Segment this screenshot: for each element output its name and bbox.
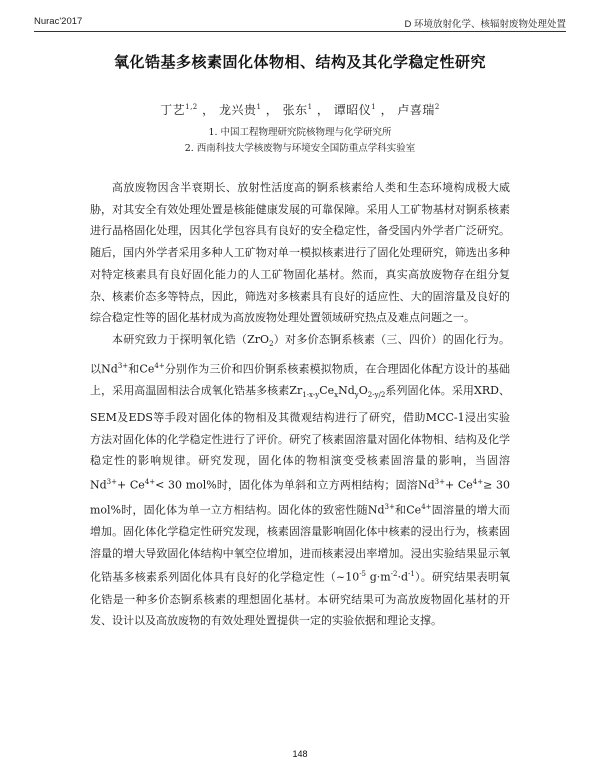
abstract-body — [90, 177, 510, 632]
affiliation: 1. 中国工程物理研究院核物理与化学研究所 — [208, 127, 392, 138]
affiliation: 2. 西南科技大学核废物与环境安全国防重点学科实验室 — [184, 143, 416, 154]
text-run: ）对多价态锕系核素（三、四价）的固化行为。以Nd — [90, 332, 511, 376]
affiliation-list — [0, 125, 600, 157]
subscript: 2-y/2 — [367, 391, 386, 400]
paragraph-2 — [90, 329, 510, 632]
text-run: ·d — [397, 570, 409, 584]
text-run: O — [358, 384, 368, 398]
author-separator: ， — [316, 103, 330, 117]
text-run: ≥ 30 mol%时，固化体为单一立方相结构。固化体的致密性随Nd — [90, 478, 510, 517]
paper-title: 氧化锆基多核素固化体物相、结构及其化学稳定性研究 — [113, 53, 486, 71]
paragraph-1: 高放废物因含半衰期长、放射性活度高的锕系核素给人类和生态环境构成极大威胁，对其安全有效处理处置是核能健康发展的可靠保障。采用人工矿物基材对锕系核素进行晶格固化处理，因其化学包容具有良好的安全稳定性，备受国内外学者广泛研究。随后，国内外学者采用多种人工矿物对单一模拟核素进行了固化处理研究，筛选出多种对特定核素具有良好固化能力的人工矿物固化基材。然而，真实高放废物存在组分复杂、核素价态多等特点，因此，筛选对多核素具有良好的适应性、大的固溶量及良好的综合稳定性等的固化基材成为高放废物处理处置领域研究热点及难点问题之一。 — [90, 181, 510, 325]
text-run: 系列固化体。采用XRD、SEM及EDS等手段对固化体的物相及其微观结构进行了研究，借助MCC-1浸出实验方法对固化体的化学稳定性进行了评价。研究了核素固溶量对固化体物相、结构及化学稳定性的影响规律。研究发现，固化体的物相演变受核素固溶量的影响，当固溶Nd — [90, 384, 511, 492]
author-name: 龙兴贵 — [218, 103, 257, 117]
superscript: 4+ — [421, 502, 432, 511]
text-run: Nd — [338, 384, 355, 398]
author-separator: ， — [380, 103, 394, 117]
page-number: 148 — [292, 749, 308, 759]
author-list — [0, 101, 600, 118]
author-name: 谭昭仪 — [333, 103, 372, 117]
section-name: D 环境放射化学、核辐射废物处理处置 — [404, 19, 566, 30]
text-run: 固溶量的增大而增加。固化体化学稳定性研究发现，核素固溶量影响固化体中核素的浸出行为，核素固溶量的增大导致固化体结构中氧空位增加，进而核素浸出率增加。浸出实验结果显示氧化锆基多核素系列固化体具有良好的化学稳定性（~10 — [90, 503, 510, 584]
text-run: 本研究致力于探明氧化锆（ZrO — [112, 332, 270, 346]
text-run: g·m — [366, 570, 391, 584]
author-name: 丁艺 — [160, 103, 186, 117]
author-name: 张东 — [282, 103, 308, 117]
author-name: 卢喜瑞 — [397, 103, 435, 117]
author-affiliation-marker: 1 — [371, 103, 377, 111]
running-header — [34, 16, 566, 30]
superscript: 3+ — [434, 478, 445, 487]
subscript: y — [354, 391, 359, 400]
author-affiliation-marker: 1 — [256, 103, 262, 111]
conference-name: Nurac'2017 — [34, 16, 83, 27]
superscript: 4+ — [144, 478, 156, 487]
author-affiliation-marker: 1,2 — [185, 103, 198, 111]
superscript: -1 — [408, 570, 415, 579]
superscript: 4+ — [154, 361, 165, 370]
superscript: -5 — [359, 570, 367, 579]
author-separator: ， — [265, 103, 279, 117]
subscript: 1-x-y — [302, 391, 320, 400]
subscript: 2 — [269, 340, 274, 349]
text-run: + Ce — [444, 478, 473, 492]
text-run: < 30 mol%时，固化体为单斜和立方两相结构；固溶Nd — [155, 478, 435, 492]
text-run: 分别作为三价和四价锕系核素模拟物质，在合理固化体配方设计的基础上，采用高温固相法合成氧化锆基多核素Zr — [90, 362, 511, 398]
text-run: 和Ce — [128, 362, 155, 376]
superscript: 3+ — [384, 502, 395, 511]
author-affiliation-marker: 1 — [307, 103, 313, 111]
header-divider — [34, 31, 566, 32]
text-run: + Ce — [117, 478, 145, 492]
superscript: 3+ — [117, 361, 129, 370]
superscript: 3+ — [106, 478, 117, 487]
text-run: ）。研究结果表明氧化锆是一种多价态锕系核素的理想固化基材。本研究结果可为高放废物固化基材的开发、设计以及高放废物的有效处理处置提供一定的实验依据和理论支撑。 — [90, 570, 511, 628]
author-affiliation-marker: 2 — [434, 103, 440, 111]
author-separator: ， — [202, 103, 215, 117]
superscript: -2 — [390, 570, 398, 579]
text-run: Ce — [319, 384, 335, 398]
superscript: 4+ — [472, 478, 484, 487]
subscript: x — [334, 391, 339, 400]
text-run: 和Ce — [394, 503, 422, 517]
